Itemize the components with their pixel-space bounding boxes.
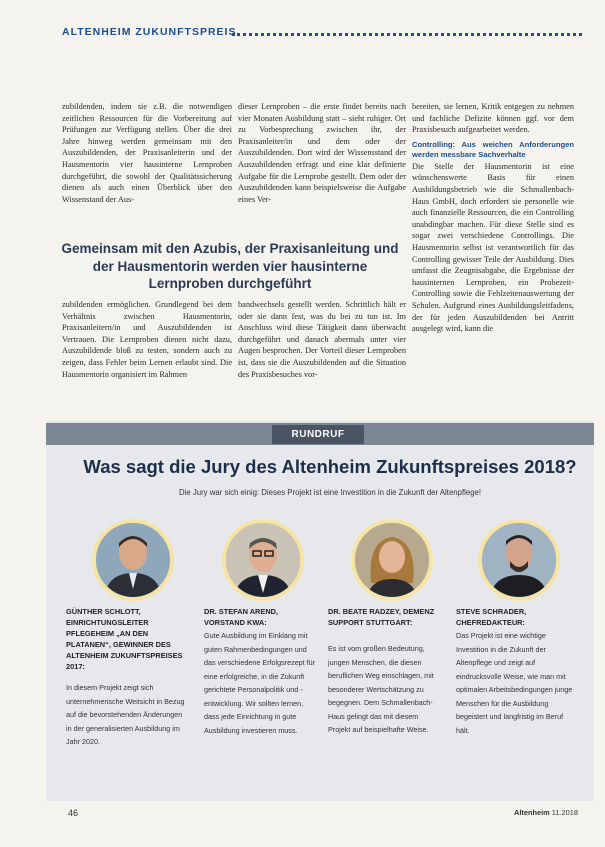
portrait-icon — [355, 523, 429, 597]
jury-subtitle: Die Jury war sich einig: Dieses Projekt ist eine Investition in die Zukunft der Altenpflege! — [178, 488, 482, 497]
juror-quote: Es ist vom großen Bedeutung, jungen Menschen, die diesen beruflichen Weg einschlagen, mit besonderer Wertschätzung zu begegnen. Dem Schmallenbach-Haus gelingt das mit diesem Projekt auf beispielhafte Weise. — [328, 644, 434, 734]
body-text: dieser Lernproben – die erste findet bereits nach vier Monaten Ausbildung statt – sieht ruhiger. Ort zu Vorbesprechung zwischen ihr, der Praxisanleiter/in und dem oder der Auszubildenden. Dort wird der Wissensstand der Auszubildenden erfragt und eine klar definierte Aufgabe für die Lernprobe gestellt. Dem oder der Auszubildenden kann beispielsweise die Aufgabe eines Ver- — [238, 102, 406, 204]
header-dotted-rule — [232, 33, 582, 36]
juror-name: STEVE SCHRADER, CHEFREDAKTEUR: — [456, 607, 527, 627]
avatar-juror-2 — [222, 519, 304, 601]
juror-name: DR. STEFAN AREND, VORSTAND KWA: — [204, 607, 279, 627]
body-text: zubildenden ermöglichen. Grundlegend bei dem Verhältnis zwischen Hausmentorin, Praxisanleitern/in und Auszubildenden ist Vertrauen. Die Lernproben dienen nicht dazu, Auszubildende bloß zu testen, sondern auch zu zeigen, dass Fehler beim Lernen erlaubt sind. Die Hausmentorin organisiert im Rahmen — [62, 300, 232, 379]
avatar-juror-3 — [351, 519, 433, 601]
juror-name: GÜNTHER SCHLOTT, EINRICHTUNGSLEITER PFLEGEHEIM „AN DEN PLATANEN“, GEWINNER DES ALTENHEIM ZUKUNFTSPREISES 2017: — [66, 607, 183, 671]
avatar-juror-4 — [478, 519, 560, 601]
page-number: 46 — [68, 808, 79, 818]
juror-quote: Gute Ausbildung im Einklang mit guten Rahmenbedingungen und das verschiedene Erfolgsrezept für eine erfolgreiche, in die Zukunft gerichtete Personalpolitik und -entwicklung. Wir sollten lernen, dass jede Einrichtung in gute Ausbildung investieren muss. — [204, 631, 316, 735]
column-top-left — [62, 101, 232, 236]
body-text: bandwechsels gestellt werden. Schrittlich hält er oder sie dann fest, was du bei zu tun ist. Im Anschluss wird diese Tätigkeit dann überwacht durchgeführt und danach abermals unter vier Augen besprochen. Der Vorteil dieser Lernproben ist, dass sie die Auszubildenden auf die Situation des Praxisbesuches vor- — [238, 300, 406, 379]
column-bottom-left — [62, 299, 232, 405]
footer-issue — [514, 808, 578, 817]
rundruf-tag: RUNDRUF — [272, 425, 364, 444]
body-text: Die Stelle der Hausmentorin ist eine wünschenswerte Basis für einen Ausbildungsbetrieb wie die Schmallenbach- Haus GmbH, doch erfordert sie personelle wie auch finanzielle Ressourcen, die ein Controlling unabdingbar machen. Für diese Stelle sind es sogar zwei verschiedene Controllings. Die Hausmentorin selbst ist verantwortlich für das Controlling gewisser Teile der Ausbildung. Dies umfasst die Zeugnisabgabe, die Ergebnisse der hausinternen Lernproben, ein Probezeit-Controlling sowie die Fehlzeitenauswertung der Schulen. Aufgrund eines Ausbildungsleitfadens, der für jeden Auszubildenden bei Antritt ausgelegt wird, kann die — [412, 161, 574, 334]
column-top-mid — [238, 101, 406, 236]
pull-quote: Gemeinsam mit den Azubis, der Praxisanleitung und der Hausmentorin werden vier hausinterne Lernproben durchgeführt — [61, 241, 399, 291]
juror-quote: Das Projekt ist eine wichtige Investition in die Zukunft der Altenpflege und zeigt auf eindrucksvolle Weise, wie man mit optimalen Arbeitsbedingungen junge Menschen für die Ausbildung begeistert und langfristig im Beruf hält. — [456, 631, 573, 735]
body-text: bereiten, sie lernen, Kritik entgegen zu nehmen und fachliche Defizite können ggf. vor dem Praxisbesuch aufgearbeitet werden. — [412, 102, 574, 135]
portrait-icon — [482, 523, 556, 597]
subheading: Controlling: Aus weichen Anforderungen werden messbare Sachverhalte — [412, 139, 574, 159]
avatar-juror-1 — [92, 519, 174, 601]
column-right — [412, 101, 574, 405]
issue-number: 11.2018 — [551, 808, 578, 817]
jury-title: Was sagt die Jury des Altenheim Zukunftspreises 2018? — [83, 456, 577, 477]
body-text: zubildenden, indem sie z.B. die notwendigen zeitlichen Ressourcen für die Vorbereitung auf Prüfungen zur Verfügung stellen. Über die drei Jahre hinweg werden gemeinsam mit den Auszubildenden, der Praxisanleiterin und der Hausmentorin vier hausinterne Lernproben durchgeführt, die sowohl der Qualitätssicherung dienen als auch einen Überblick über den Wissenstand der Aus- — [62, 102, 232, 204]
section-header: ALTENHEIM ZUKUNFTSPREIS — [62, 26, 237, 38]
column-bottom-mid — [238, 299, 406, 405]
portrait-icon — [226, 523, 300, 597]
magazine-name: Altenheim — [514, 808, 550, 817]
juror-quote: In diesem Projekt zeigt sich unternehmerische Weitsicht in Bezug auf die bevorstehenden Änderungen in der generalisierten Ausbildung im Jahr 2020. — [66, 683, 185, 746]
portrait-icon — [96, 523, 170, 597]
juror-name: DR. BEATE RADZEY, DEMENZ SUPPORT STUTTGART: — [328, 607, 435, 627]
